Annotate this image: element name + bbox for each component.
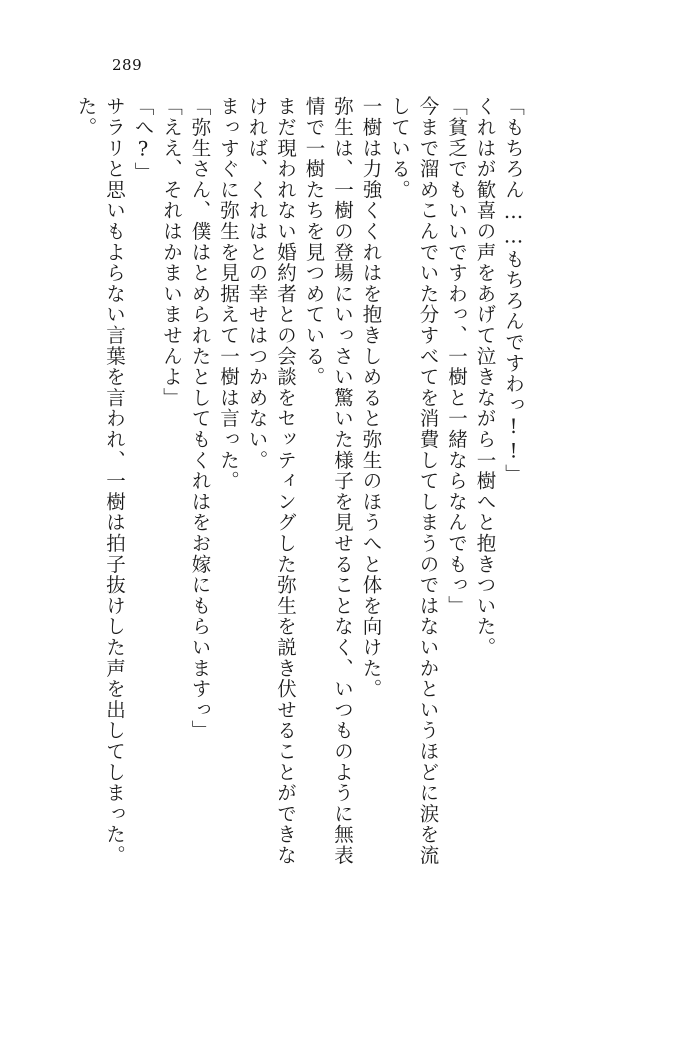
text-column: 今まで溜めこんでいた分すべてを消費してしまうのではないかというほどに涙を流 [416, 96, 440, 866]
text-column: た。 [74, 96, 98, 138]
text-column: サラリと思いもよらない言葉を言われ、一樹は拍子抜けした声を出してしまった。 [103, 96, 126, 866]
page-number: 289 [112, 56, 143, 74]
text-column: している。 [388, 96, 411, 200]
text-column: 「もちろん……もちろんですわっ!!」 [502, 96, 525, 485]
text-column: まっすぐに弥生を見据えて一樹は言った。 [217, 96, 240, 492]
text-column: 「貧乏でもいいですわっ、一樹と一緒ならなんでもっ」 [445, 96, 468, 616]
text-column: 情で一樹たちを見つめている。 [302, 96, 326, 388]
text-column: まだ現われない婚約者との会談をセッティングした弥生を説き伏せることができな [274, 96, 297, 866]
text-column: くれはが歓喜の声をあげて泣きながら一樹へと抱きついた。 [473, 96, 497, 658]
text-column: 一樹は力強くくれはを抱きしめると弥生のほうへと体を向けた。 [359, 96, 383, 700]
text-column: 「弥生さん、僕はとめられたとしてもくれはをお嫁にもらいますっ」 [188, 96, 212, 741]
text-column: 「ええ、それはかまいませんよ」 [160, 96, 183, 408]
text-column: ければ、くれはとの幸せはつかめない。 [245, 96, 269, 471]
text-column: 「へ?」 [131, 96, 155, 183]
vertical-text-body [67, 96, 627, 976]
text-column: 弥生は、一樹の登場にいっさい驚いた様子を見せることなく、いつものように無表 [331, 96, 354, 866]
